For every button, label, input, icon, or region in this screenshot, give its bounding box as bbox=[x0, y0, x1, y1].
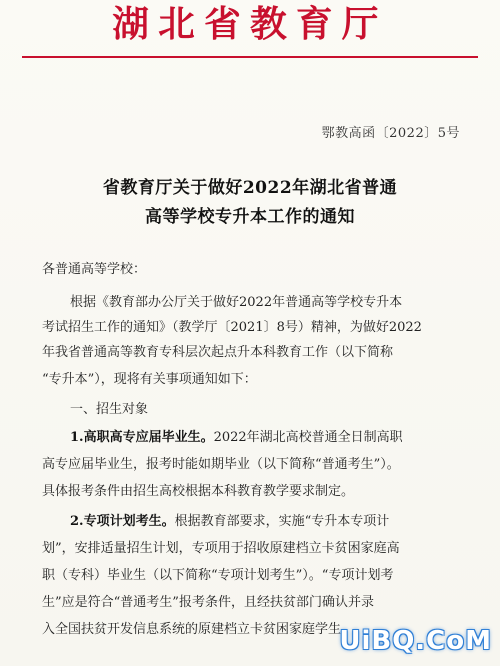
item-1-line: 具体报考条件由招生高校根据本科教育教学要求制定。 bbox=[42, 484, 355, 499]
item-1-line: 高专应届毕业生，报考时能如期毕业（以下简称“普通考生”）。 bbox=[42, 457, 400, 472]
intro-line: 年我省普通高等教育专科层次起点升本科教育工作（以下简称 bbox=[42, 345, 394, 360]
item-2-line: 生”应是符合“普通考生”报考条件，且经扶贫部门确认并录 bbox=[42, 595, 374, 610]
item-2-line: 划”，安排适量招生计划，专项用于招收原建档立卡贫困家庭高 bbox=[42, 541, 400, 556]
section-heading: 一、招生对象 bbox=[70, 402, 149, 417]
item-2-line: 入全国扶贫开发信息系统的原建档立卡贫困家庭学生 bbox=[42, 622, 342, 637]
item-2-heading: 2.专项计划考生。 bbox=[70, 514, 175, 529]
item-1-heading: 1.高职高专应届毕业生。 bbox=[70, 430, 214, 445]
item-1-first-line bbox=[70, 430, 500, 446]
salutation: 各普通高等学校： bbox=[42, 262, 147, 277]
item-2-first-line bbox=[70, 514, 500, 530]
item-1-text: 2022年湖北高校普通全日制高职 bbox=[213, 430, 403, 445]
item-2-line: 职（专科）毕业生（以下简称“专项计划考生”）。“专项计划考 bbox=[42, 568, 394, 583]
intro-line: 考试招生工作的通知》（教学厅〔2021〕8号）精神，为做好2022 bbox=[42, 320, 422, 335]
issuer-header: 湖北省教育厅 bbox=[112, 3, 388, 45]
intro-line: 根据《教育部办公厅关于做好2022年普通高等学校专升本 bbox=[70, 295, 403, 310]
site-watermark: UiBQ.CoM bbox=[339, 626, 492, 656]
document-number: 鄂教高函〔2022〕5号 bbox=[321, 126, 460, 141]
intro-line: “专升本”），现将有关事项通知如下： bbox=[42, 372, 257, 387]
document-title-line-1: 省教育厅关于做好2022年湖北省普通 bbox=[102, 178, 398, 198]
header-divider bbox=[22, 56, 478, 58]
item-2-text: 根据教育部要求，实施“专升本专项计 bbox=[174, 514, 390, 529]
document-title-line-2: 高等学校专升本工作的通知 bbox=[145, 207, 355, 227]
